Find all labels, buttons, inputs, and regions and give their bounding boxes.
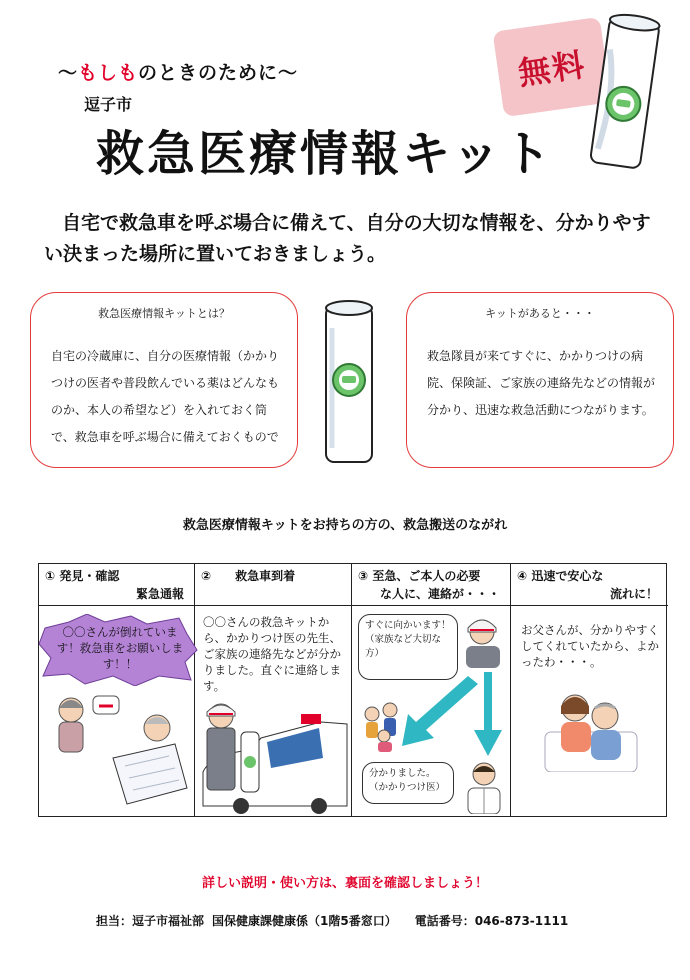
contact-info bbox=[96, 912, 568, 929]
flow-step-3 bbox=[352, 564, 511, 816]
city-name: 逗子市 bbox=[84, 95, 133, 114]
flow-step-2 bbox=[195, 564, 352, 816]
relief-text: お父さんが、分かりやすくしてくれていたから、よかったわ・・・。 bbox=[521, 623, 659, 669]
flow-title: 救急医療情報キットをお持ちの方の、救急搬送のながれ bbox=[182, 518, 508, 533]
family-speech-bubble: すぐに向かいます！（家族など大切な方） bbox=[358, 614, 458, 680]
ambulance-arrival-text: 〇〇さんの救急キットから、かかりつけ医の先生、ご家族の連絡先などが分かりました。直ぐに連絡します。 bbox=[203, 615, 341, 693]
kit-tube-illustration-small bbox=[322, 298, 376, 468]
kit-definition-title: 救急医療情報キットとは？ bbox=[98, 307, 230, 320]
doctor-illustration bbox=[462, 760, 506, 814]
flow-step-4-header: ④ 迅速で安心な 流れに！ bbox=[511, 564, 668, 606]
tagline-emphasis: もしも bbox=[78, 62, 139, 84]
fallen-person-illustration bbox=[49, 692, 189, 807]
emergency-call-text: 〇〇さんが倒れています！救急車をお願いします！！ bbox=[56, 625, 184, 671]
kit-definition-box bbox=[30, 292, 298, 468]
tagline: 〜もしものときのために〜 bbox=[58, 62, 299, 84]
intro-text: 自宅で救急車を呼ぶ場合に備えて、自分の大切な情報を、分かりやすい決まった場所に置いておきましょう。 bbox=[44, 212, 651, 265]
kit-benefit-title: キットがあると・・・ bbox=[485, 307, 595, 320]
flow-step-1-header: ① 発見・確認 緊急通報 bbox=[39, 564, 194, 606]
page-title: 救急医療情報キット bbox=[96, 126, 555, 182]
contact-phone: 電話番号：046-873-1111 bbox=[414, 914, 569, 928]
flow-step-1 bbox=[39, 564, 195, 816]
reverse-side-note: 詳しい説明・使い方は、裏面を確認しましょう！ bbox=[201, 876, 488, 891]
paramedic-head-illustration bbox=[460, 612, 506, 668]
kit-benefit-text: 救急隊員が来てすぐに、かかりつけの病院、保険証、ご家族の連絡先などの情報が分かり、迅速な救急活動につながります。 bbox=[427, 349, 656, 417]
doctor-speech-bubble: 分かりました。（かかりつけ医） bbox=[362, 762, 454, 804]
flow-step-4 bbox=[511, 564, 668, 816]
kit-benefit-box bbox=[406, 292, 674, 468]
family-hug-illustration bbox=[541, 686, 641, 772]
flow-step-2-header: ② 救急車到着 bbox=[195, 564, 351, 606]
paramedic-ambulance-illustration bbox=[201, 702, 349, 814]
free-stamp: 無料 bbox=[493, 17, 612, 117]
contact-label: 担当：逗子市福祉部 bbox=[96, 914, 205, 928]
family-arrows-illustration bbox=[356, 672, 510, 764]
flow-table bbox=[38, 563, 667, 817]
flow-step-3-header: ③ 至急、ご本人の必要 な人に、連絡が・・・ bbox=[352, 564, 510, 606]
contact-dept: 国保健康課健康係（1階5番窓口） bbox=[212, 914, 397, 928]
kit-definition-text: 自宅の冷蔵庫に、自分の医療情報（かかりつけの医者や普段飲んでいる薬はどんなものか、本人の希望など）を入れておく筒で、救急車を呼ぶ場合に備えておくもので bbox=[51, 349, 280, 444]
